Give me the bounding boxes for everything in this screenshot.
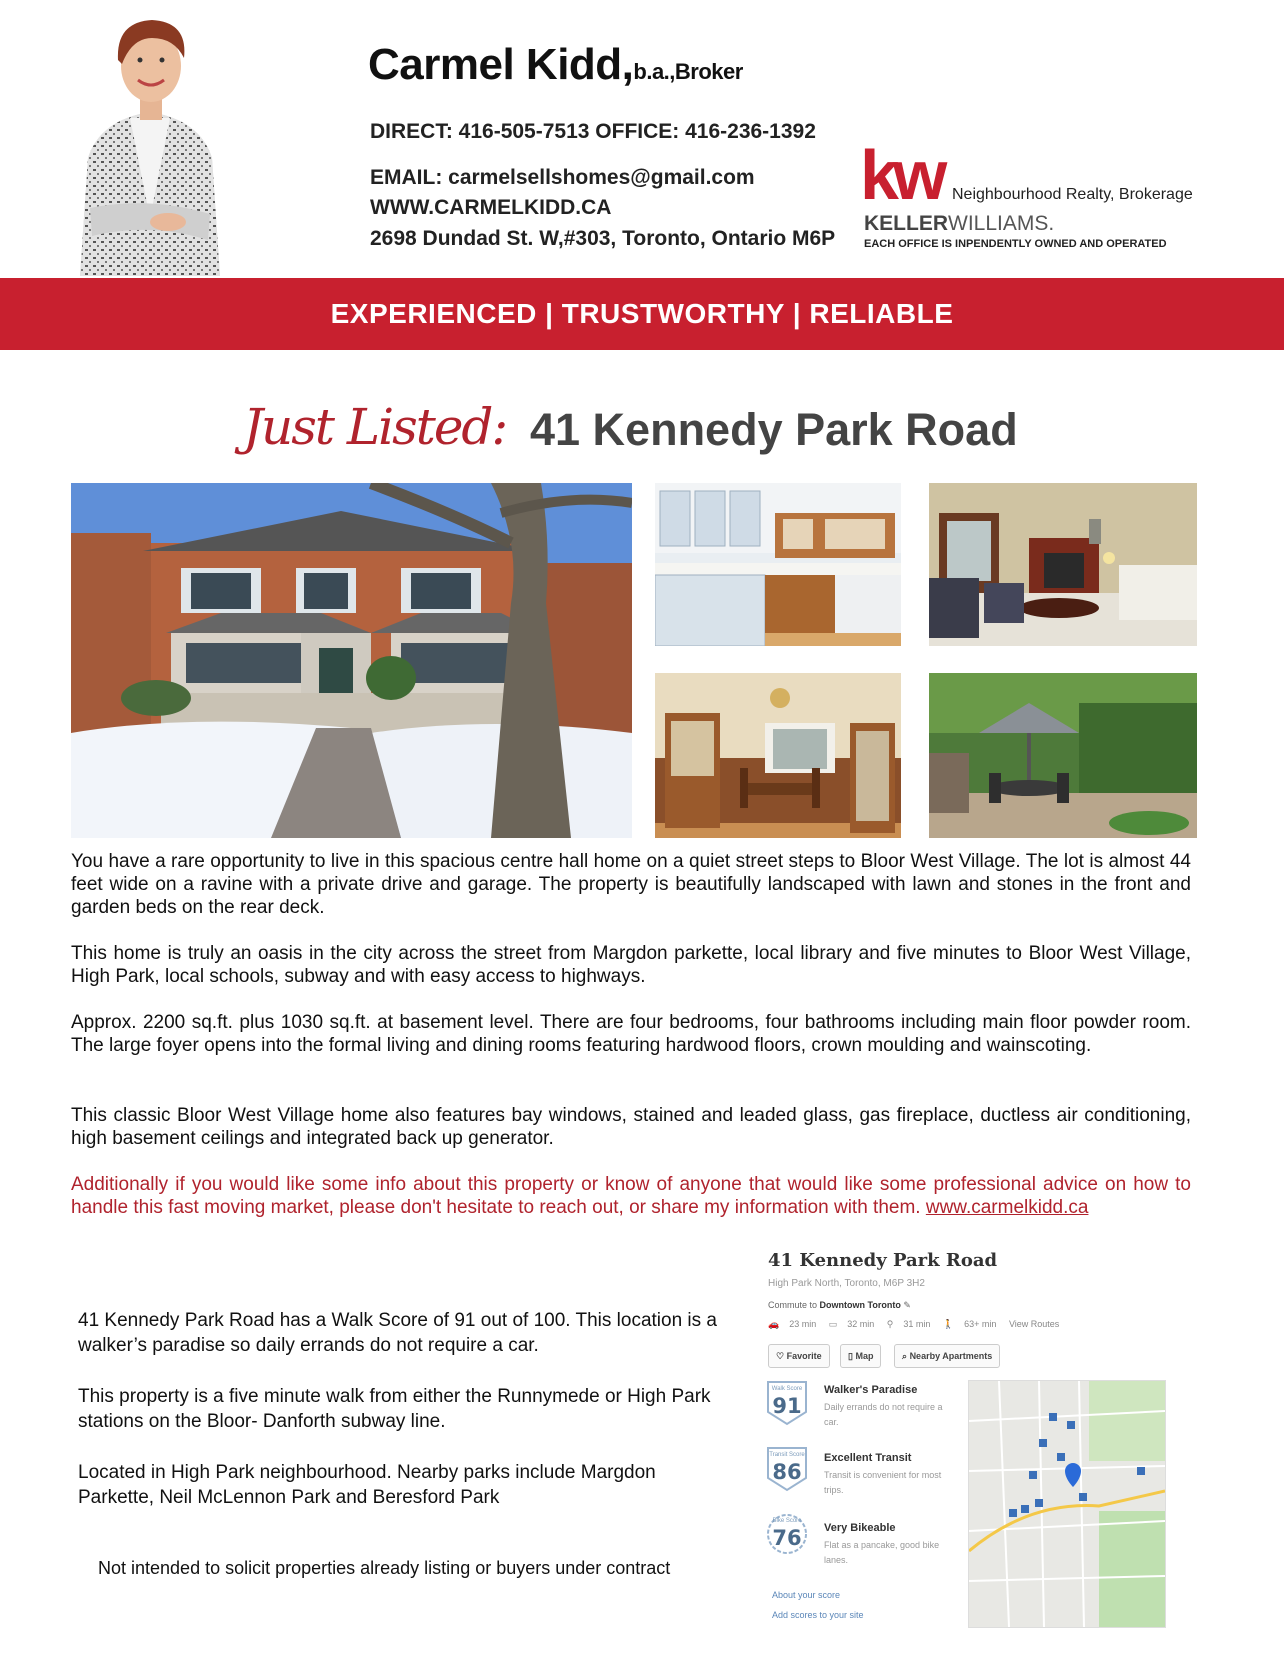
drive-time: 23 min [789, 1319, 817, 1329]
brokerage-name: Neighbourhood Realty, Brokerage [952, 186, 1193, 203]
bus-icon: ▭ [828, 1319, 838, 1329]
listing-address: 41 Kennedy Park Road [530, 404, 1018, 455]
tagline-text: EXPERIENCED | TRUSTWORTHY | RELIABLE [330, 298, 954, 329]
car-icon: 🚗 [768, 1319, 780, 1329]
exterior-photo [71, 483, 632, 838]
nearby-apartments-label: Nearby Apartments [909, 1351, 993, 1361]
transit-score-value: 86 [772, 1460, 802, 1484]
keller-williams-logo [860, 136, 1210, 260]
bike-score-heading: Very Bikeable [824, 1522, 896, 1534]
bike-score-value: 76 [772, 1526, 802, 1550]
commute-destination: Downtown Toronto [819, 1300, 901, 1310]
agent-credentials: b.a.,Broker [633, 59, 743, 84]
description-paragraph-3: Approx. 2200 sq.ft. plus 1030 sq.ft. at basement level. There are four bedrooms, four bathrooms including main floor powder room. The large foyer opens into the formal living and dining rooms featuring hardwood floors, crown moulding and wainscoting. [71, 1012, 1191, 1056]
map-icon: ▯ [848, 1351, 853, 1361]
transit-time: 32 min [847, 1319, 875, 1329]
agent-email: EMAIL: carmelsellshomes@gmail.com [370, 166, 755, 189]
tagline-banner [0, 278, 1284, 350]
transit-score-heading: Excellent Transit [824, 1452, 912, 1464]
walkscore-card [760, 1240, 1170, 1632]
contact-invitation-text: Additionally if you would like some info about this property or know of anyone that would like some professional advice on how to handle this fast moving market, please don't hesitate to reach out, or share my information with them. [71, 1174, 1191, 1218]
agent-website: WWW.CARMELKIDD.CA [370, 196, 612, 219]
neighbourhood-map[interactable] [968, 1380, 1166, 1628]
living-room-photo [929, 483, 1197, 646]
commute-line [768, 1300, 911, 1311]
commute-label: Commute to [768, 1300, 818, 1310]
agent-phones: DIRECT: 416-505-7513 OFFICE: 416-236-1392 [370, 120, 816, 143]
favorite-button[interactable] [768, 1344, 830, 1368]
walk-score-desc: Daily errands do not require a car. [824, 1402, 943, 1427]
dining-room-photo [655, 673, 901, 838]
transit-score-label: Transit Score [769, 1452, 805, 1458]
website-link[interactable]: www.carmelkidd.ca [925, 1197, 1089, 1218]
walk-score-value: 91 [772, 1394, 802, 1418]
map-button-label: Map [855, 1351, 874, 1361]
commute-times [768, 1319, 1069, 1330]
disclaimer-note: Not intended to solicit properties already listing or buyers under contract [98, 1558, 671, 1578]
agent-name [368, 40, 743, 90]
walkscore-subtitle: High Park North, Toronto, M6P 3H2 [768, 1278, 925, 1289]
transit-score-desc: Transit is convenient for most trips. [824, 1470, 942, 1495]
company-name [864, 212, 1054, 236]
bike-score-label: Bike Score [772, 1518, 802, 1524]
kitchen-photo [655, 483, 901, 646]
just-listed-label: Just Listed: [243, 398, 507, 456]
parks-summary: Located in High Park neighbourhood. Nearby parks include Margdon Parkette, Neil McLennon Park and Beresford Park [78, 1462, 656, 1508]
description-paragraph-4: This classic Bloor West Village home also features bay windows, stained and leaded glass, gas fireplace, ductless air conditioning, high basement ceilings and integrated back up generator. [71, 1105, 1191, 1149]
agent-name-text: Carmel Kidd, [368, 40, 634, 89]
bike-icon: ⚲ [886, 1319, 894, 1329]
walk-score-badge [766, 1380, 808, 1426]
edit-icon[interactable]: ✎ [903, 1300, 911, 1310]
bike-score-desc: Flat as a pancake, good bike lanes. [824, 1540, 940, 1565]
bike-time: 31 min [903, 1319, 931, 1329]
walk-time: 63+ min [964, 1319, 997, 1329]
transit-summary: This property is a five minute walk from either the Runnymede or High Park stations on the Bloor- Danforth subway line. [78, 1386, 711, 1432]
about-score-link[interactable]: About your score [772, 1590, 841, 1600]
description-paragraph-1: You have a rare opportunity to live in this spacious centre hall home on a quiet street steps to Bloor West Village. The lot is almost 44 feet wide on a ravine with a private drive and garage. The property is beautifully landscaped with lawn and stones in the front and garden beds on the rear deck. [71, 851, 1191, 918]
brokerage-disclaimer: EACH OFFICE IS INPENDENTLY OWNED AND OPERATED [864, 238, 1167, 250]
favorite-button-label: Favorite [786, 1351, 822, 1361]
map-button[interactable] [840, 1344, 881, 1368]
walk-score-heading: Walker's Paradise [824, 1384, 918, 1396]
agent-address: 2698 Dundad St. W,#303, Toronto, Ontario M6P [370, 227, 836, 250]
heart-icon: ♡ [776, 1351, 785, 1361]
walk-icon: 🚶 [942, 1319, 955, 1329]
transit-score-badge [766, 1446, 808, 1492]
backyard-photo [929, 673, 1197, 838]
agent-photo [60, 8, 240, 276]
company-name-left: KELLER [864, 212, 948, 235]
nearby-apartments-button[interactable] [894, 1344, 1000, 1368]
add-scores-link[interactable]: Add scores to your site [772, 1610, 864, 1620]
description-paragraph-2: This home is truly an oasis in the city across the street from Margdon parkette, local library and five minutes to Bloor West Village, High Park, local schools, subway and with easy access to highways. [71, 943, 1191, 987]
view-routes-link[interactable]: View Routes [1008, 1319, 1060, 1329]
walk-score-label: Walk Score [771, 1386, 803, 1392]
bike-score-badge [766, 1512, 808, 1558]
search-icon: ⌕ [902, 1351, 908, 1361]
contact-invitation [71, 1173, 1191, 1219]
company-name-right: WILLIAMS. [948, 212, 1055, 235]
walkscore-title: 41 Kennedy Park Road [768, 1250, 998, 1271]
kw-mark: kw [860, 136, 942, 214]
walk-score-summary: 41 Kennedy Park Road has a Walk Score of 91 out of 100. This location is a walker’s paradise so daily errands do not require a car. [78, 1310, 717, 1356]
